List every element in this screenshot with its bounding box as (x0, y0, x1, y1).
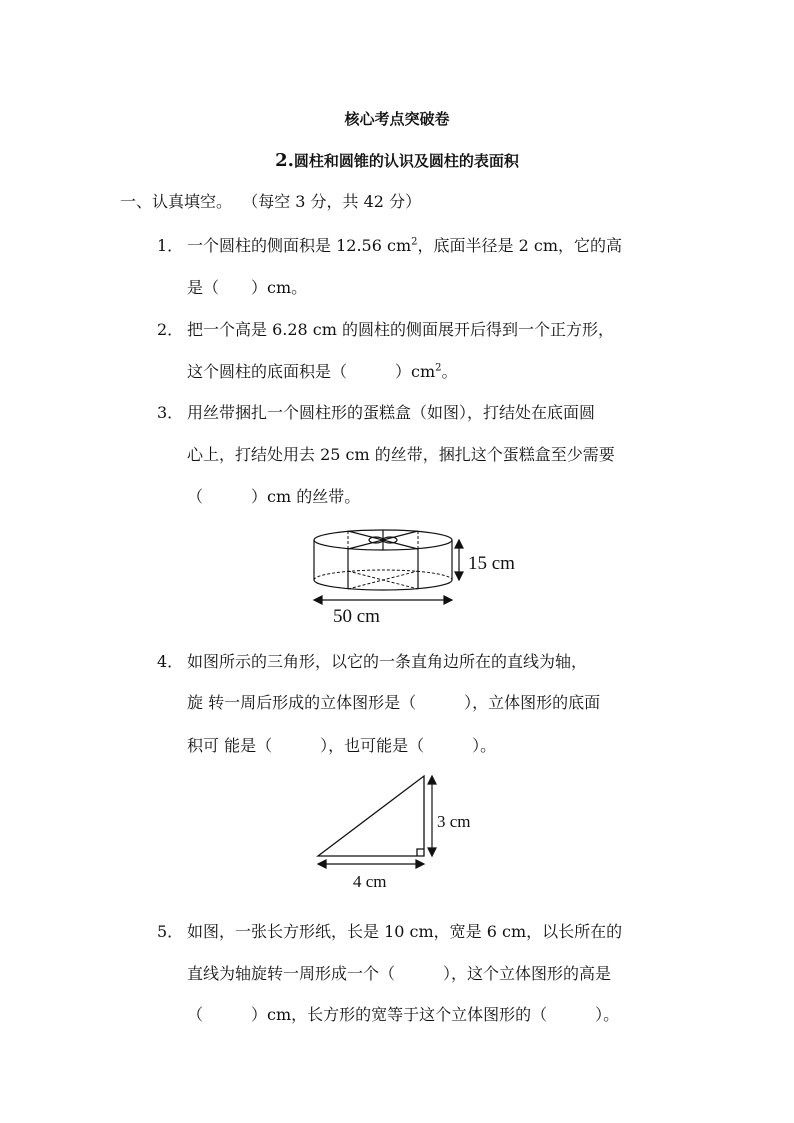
q3-line1: 用丝带捆扎一个圆柱形的蛋糕盒（如图），打结处在底面圆 (187, 403, 596, 422)
page-title: 核心考点突破卷 (344, 110, 450, 128)
cylinder-bottom-back (314, 570, 452, 580)
q1-line1 (187, 233, 622, 256)
triangle-height-arrow-top (428, 776, 436, 784)
width-arrow-left (314, 596, 322, 604)
section-title: 一、认真填空。 (120, 192, 233, 211)
q2-line2 (187, 359, 458, 382)
q1-line1-b: ，底面半径是 2 cm，它的高 (417, 236, 622, 255)
q4-number: 4． (157, 652, 184, 671)
right-angle-mark (417, 849, 424, 856)
q3-line2: 心上，打结处用去 25 cm 的丝带，捆扎这个蛋糕盒至少需要 (187, 445, 615, 464)
height-arrow-bottom (455, 572, 463, 580)
q1-line2: 是（ ）cm。 (187, 278, 308, 297)
cylinder-bottom-front (314, 580, 452, 590)
q3-line3: （ ）cm 的丝带。 (187, 487, 361, 506)
q1-number: 1． (157, 236, 184, 255)
page-subtitle (0, 150, 794, 171)
triangle-base-label: 4 cm (353, 872, 387, 891)
triangle-height-label: 3 cm (437, 812, 471, 831)
q2-number: 2． (157, 320, 184, 339)
triangle-figure (310, 770, 490, 895)
width-arrow-right (444, 596, 452, 604)
q5-line3: （ ）cm，长方形的宽等于这个立体图形的（ ）。 (187, 1005, 620, 1024)
triangle-base-arrow-left (318, 860, 326, 868)
subtitle-text: 圆柱和圆锥的认识及圆柱的表面积 (293, 152, 519, 170)
cylinder-figure (300, 518, 540, 630)
q2-line2-a: 这个圆柱的底面积是（ ）cm (187, 362, 436, 381)
q2-line1: 把一个高是 6.28 cm 的圆柱的侧面展开后得到一个正方形， (187, 320, 615, 339)
section-score-note: （每空 3 分，共 42 分） (242, 192, 422, 211)
q3-number: 3． (157, 403, 184, 422)
triangle-height-arrow-bottom (428, 848, 436, 856)
q1-line1-a: 一个圆柱的侧面积是 12.56 cm (187, 236, 412, 255)
cylinder-height-label: 15 cm (468, 553, 515, 574)
height-arrow-top (455, 540, 463, 548)
cylinder-width-label: 50 cm (333, 606, 380, 627)
subtitle-number: 2. (275, 150, 294, 171)
q2-line2-sup: 2 (435, 362, 442, 374)
section-heading (120, 189, 421, 212)
q4-line2: 旋 转一周后形成的立体图形是（ ），立体图形的底面 (187, 693, 601, 712)
q2-line2-b: 。 (441, 362, 458, 381)
right-triangle (318, 776, 424, 856)
q1-line1-sup: 2 (411, 236, 418, 248)
q5-line1: 如图，一张长方形纸，长是 10 cm，宽是 6 cm，以长所在的 (187, 922, 623, 941)
q4-line3: 积可 能是（ ），也可能是（ ）。 (187, 736, 497, 755)
q4-line1: 如图所示的三角形，以它的一条直角边所在的直线为轴， (187, 652, 588, 671)
triangle-base-arrow-right (416, 860, 424, 868)
q5-line2: 直线为轴旋转一周形成一个（ ），这个立体图形的高是 (187, 964, 612, 983)
q5-number: 5． (157, 922, 184, 941)
